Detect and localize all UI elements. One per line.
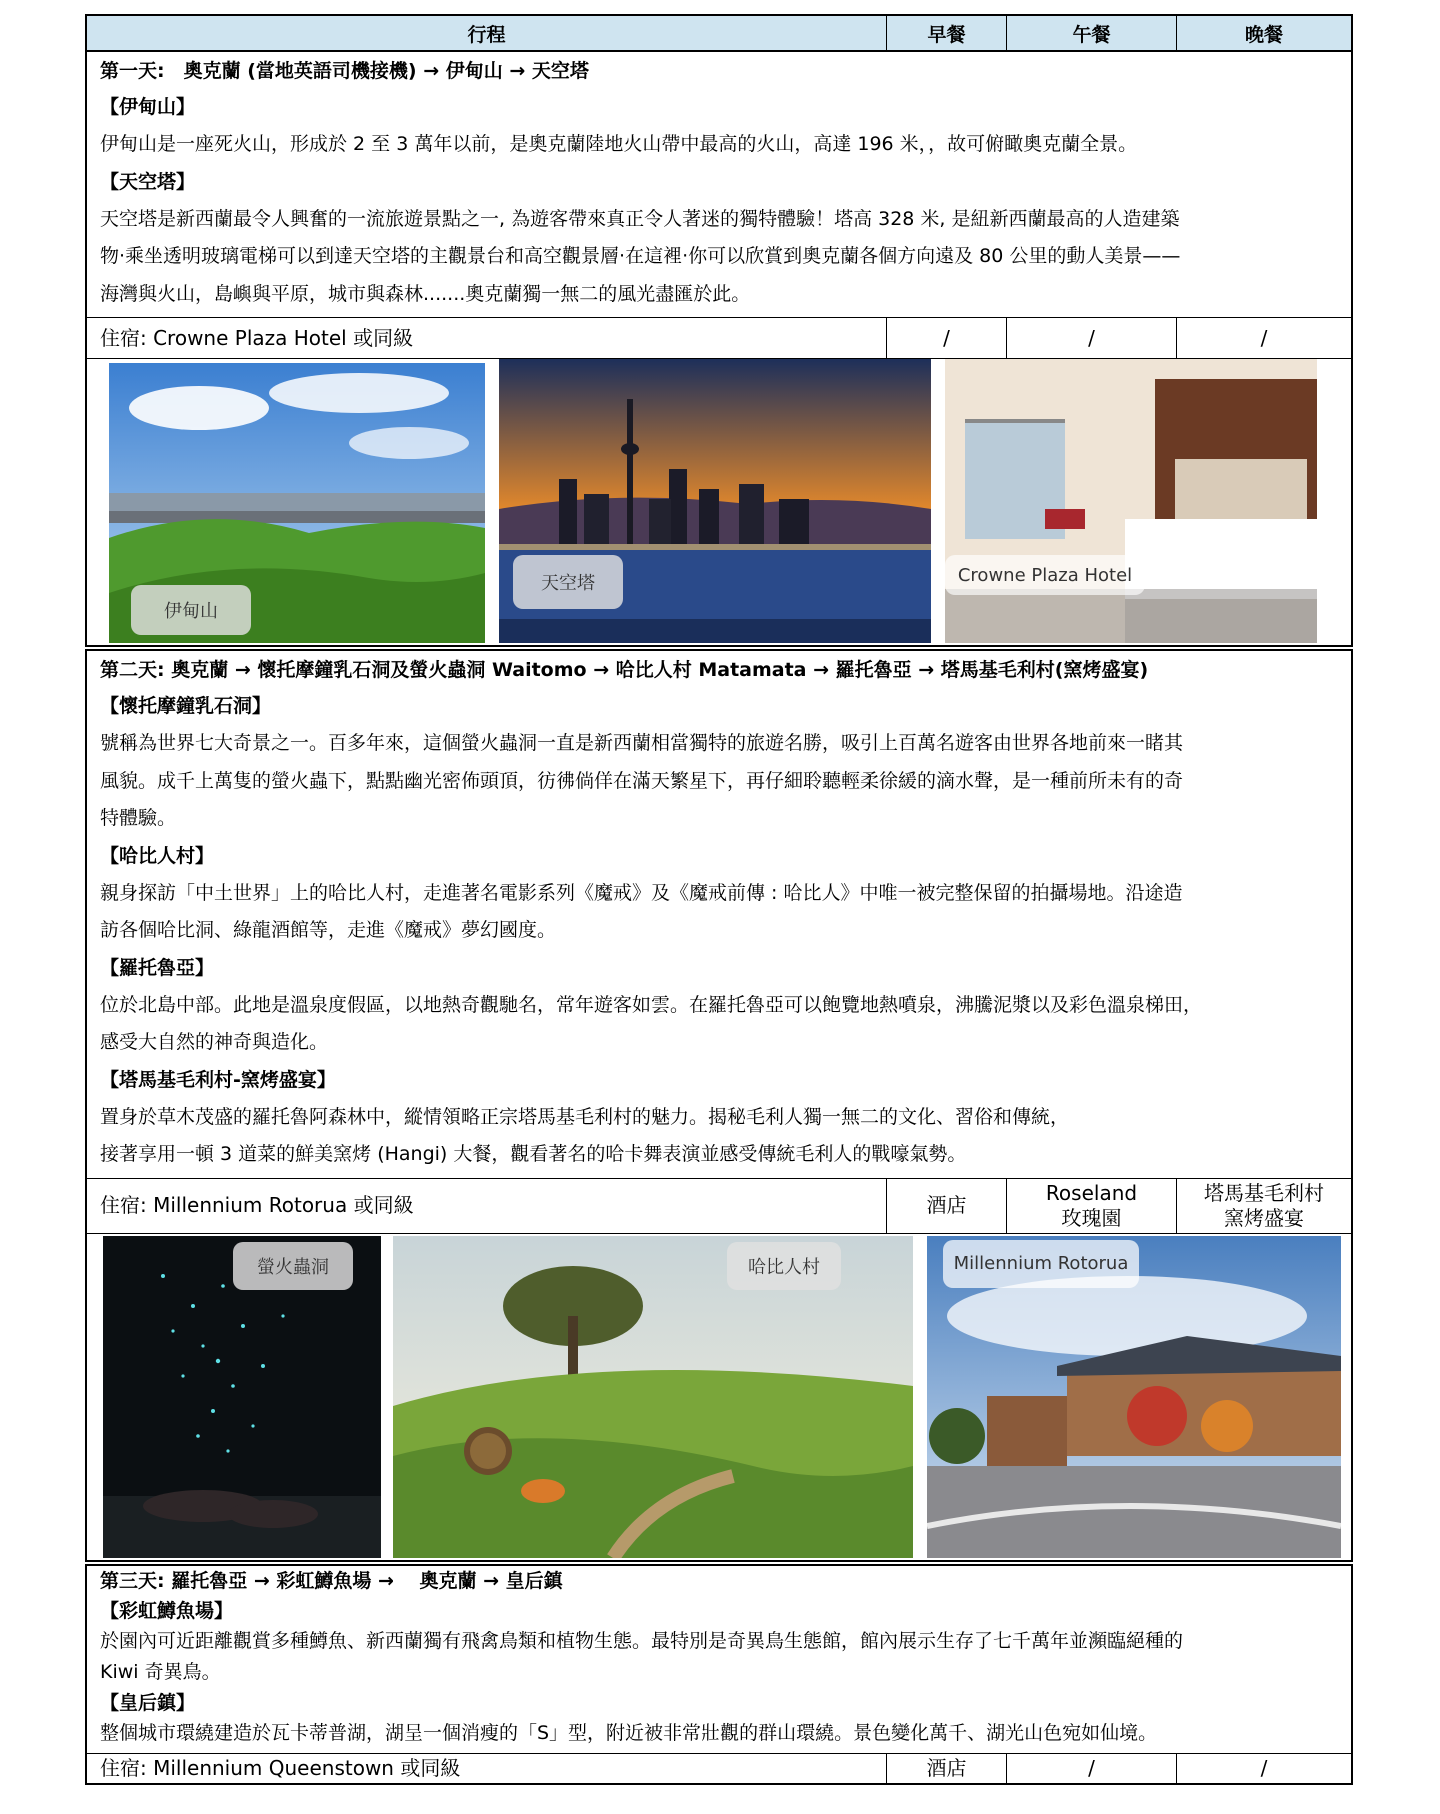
table-header <box>85 14 1353 52</box>
section-heading: 【皇后鎮】 <box>100 1691 196 1714</box>
section-heading: 【彩虹鱒魚場】 <box>100 1599 234 1622</box>
section-text: 天空塔是新西蘭最令人興奮的一流旅遊景點之一, 為遊客帶來真正令人著迷的獨特體驗！塔高 328 米, 是紐新西蘭最高的人造建築 <box>100 207 1180 230</box>
day-2-stay-row <box>85 1178 1353 1234</box>
dinner-cell: / <box>1260 1755 1268 1780</box>
day-2-photos <box>85 1234 1353 1560</box>
photo-caption: Millennium Rotorua <box>943 1240 1139 1288</box>
section-text: 風貌。成千上萬隻的螢火蟲下，點點幽光密佈頭頂，彷彿倘佯在滿天繁星下，再仔細聆聽輕柔徐緩的滴水聲，是一種前所未有的奇 <box>100 769 1184 792</box>
section-text: 物‧乘坐透明玻璃電梯可以到達天空塔的主觀景台和高空觀景層‧在這裡‧你可以欣賞到奧克蘭各個方向遠及 80 公里的動人美景—— <box>100 245 1181 267</box>
day-title: 第二天: 奧克蘭 → 懷托摩鐘乳石洞及螢火蟲洞 Waitomo → 哈比人村 Matamata → 羅托魯亞 → 塔馬基毛利村(窯烤盛宴) <box>100 659 1149 681</box>
header-breakfast: 早餐 <box>887 16 1007 50</box>
mount-eden-photo <box>109 363 485 643</box>
day-1-stay-row <box>85 317 1353 359</box>
day-title: 第一天: 奧克蘭 (當地英語司機接機) → 伊甸山 → 天空塔 <box>100 60 589 82</box>
lunch-cell: / <box>1007 318 1177 358</box>
hotel-name: 住宿: Crowne Plaza Hotel 或同級 <box>87 318 887 358</box>
header-lunch: 午餐 <box>1007 16 1177 50</box>
dinner-cell: / <box>1260 325 1268 350</box>
section-text: 置身於草木茂盛的羅托魯阿森林中，縱情領略正宗塔馬基毛利村的魅力。揭秘毛利人獨一無二的文化、習俗和傳統， <box>100 1105 1070 1128</box>
section-text: 伊甸山是一座死火山，形成於 2 至 3 萬年以前，是奧克蘭陸地火山帶中最高的火山，高達 196 米，，故可俯瞰奧克蘭全景。 <box>100 133 1138 155</box>
hobbiton-photo <box>393 1236 913 1558</box>
photo-caption: Crowne Plaza Hotel <box>945 555 1145 595</box>
day-title: 第三天: 羅托魯亞 → 彩虹鱒魚場 → 奧克蘭 → 皇后鎮 <box>100 1569 563 1592</box>
photo-caption: 天空塔 <box>513 555 623 609</box>
photo-caption: 哈比人村 <box>727 1242 841 1290</box>
breakfast-cell: / <box>887 318 1007 358</box>
section-text: 位於北島中部。此地是溫泉度假區，以地熱奇觀馳名，常年遊客如雲。在羅托魯亞可以飽覽地熱噴泉，沸騰泥漿以及彩色溫泉梯田， <box>100 993 1203 1016</box>
lunch-cell: Roseland 玫瑰園 <box>1007 1179 1177 1233</box>
section-text: 親身探訪「中土世界」上的哈比人村，走進著名電影系列《魔戒》及《魔戒前傳 : 哈比人》中唯一被完整保留的拍攝場地。沿途造 <box>100 881 1183 904</box>
section-text: 接著享用一頓 3 道菜的鮮美窯烤 (Hangi) 大餐，觀看著名的哈卡舞表演並感受傳統毛利人的戰嚎氣勢。 <box>100 1143 967 1165</box>
section-text: 感受大自然的神奇與造化。 <box>100 1031 329 1053</box>
day-3-stay-row <box>85 1753 1353 1785</box>
millennium-rotorua-photo <box>927 1236 1341 1558</box>
photo-caption: 螢火蟲洞 <box>233 1242 353 1290</box>
breakfast-cell: 酒店 <box>887 1754 1007 1783</box>
section-text: 於園內可近距離觀賞多種鱒魚、新西蘭獨有飛禽鳥類和植物生態。最特別是奇異鳥生態館，館內展示生存了七千萬年並瀕臨絕種的 <box>100 1629 1184 1652</box>
section-heading: 【哈比人村】 <box>100 844 215 867</box>
hotel-name: 住宿: Millennium Rotorua 或同級 <box>87 1179 887 1233</box>
section-text: 海灣與火山，島嶼與平原，城市與森林.......奧克蘭獨一無二的風光盡匯於此。 <box>100 282 751 305</box>
crowne-plaza-photo <box>945 359 1317 643</box>
breakfast-cell: 酒店 <box>887 1179 1007 1233</box>
section-text: 訪各個哈比洞、綠龍酒館等，走進《魔戒》夢幻國度。 <box>100 919 557 941</box>
section-text: 號稱為世界七大奇景之一。百多年來，這個螢火蟲洞一直是新西蘭相當獨特的旅遊名勝，吸引上百萬名遊客由世界各地前來一睹其 <box>100 732 1184 754</box>
section-heading: 【伊甸山】 <box>100 96 196 118</box>
section-heading: 【懷托摩鐘乳石洞】 <box>100 695 272 717</box>
section-heading: 【羅托魯亞】 <box>100 956 215 979</box>
photo-caption: 伊甸山 <box>131 585 251 635</box>
day-2-description <box>85 651 1353 1178</box>
glowworm-cave-photo <box>103 1236 381 1558</box>
section-heading: 【天空塔】 <box>100 170 196 193</box>
hotel-name: 住宿: Millennium Queenstown 或同級 <box>87 1754 887 1783</box>
header-itinerary: 行程 <box>87 16 887 50</box>
day-1-description <box>85 52 1353 317</box>
section-heading: 【塔馬基毛利村-窯烤盛宴】 <box>100 1068 336 1091</box>
header-dinner: 晚餐 <box>1244 23 1283 46</box>
day-3-description <box>85 1566 1353 1753</box>
dinner-cell: 塔馬基毛利村 窯烤盛宴 <box>1204 1180 1324 1230</box>
sky-tower-photo <box>499 359 931 643</box>
section-text: 特體驗。 <box>100 807 177 829</box>
itinerary-table <box>85 14 1353 1785</box>
section-text: Kiwi 奇異鳥。 <box>100 1660 221 1683</box>
lunch-cell: / <box>1007 1754 1177 1783</box>
section-text: 整個城市環繞建造於瓦卡蒂普湖，湖呈一個消瘦的「S」型，附近被非常壯觀的群山環繞。景色變化萬千、湖光山色宛如仙境。 <box>100 1721 1158 1744</box>
day-1-photos <box>85 359 1353 645</box>
